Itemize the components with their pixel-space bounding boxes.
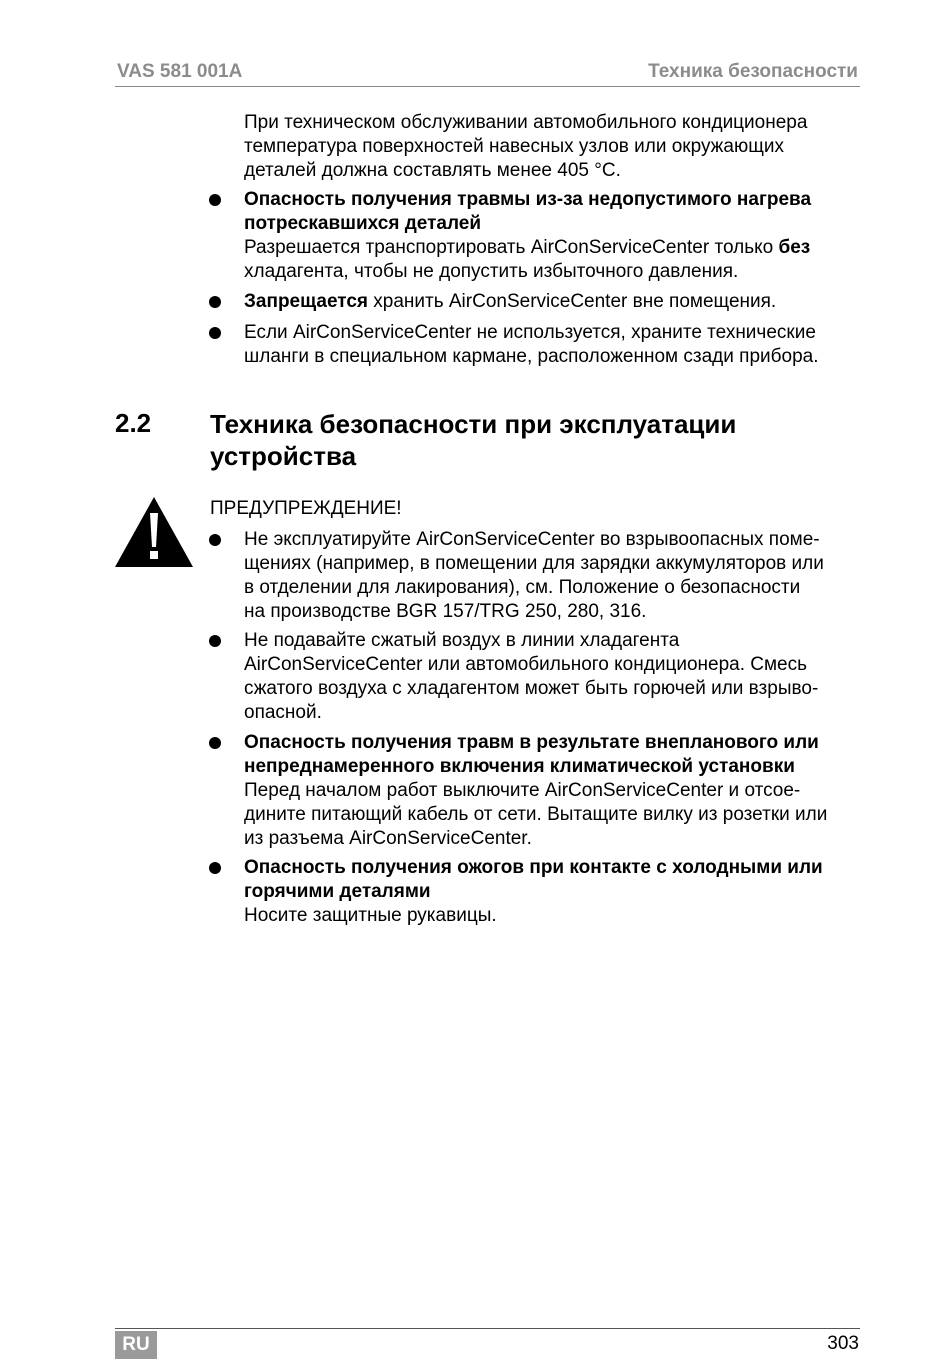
intro-line: деталей должна составлять менее 405 °C. [244, 160, 621, 181]
list-item [244, 731, 864, 851]
bullet-dot-icon [209, 737, 221, 749]
list-item [244, 856, 864, 928]
item-title: горячими деталями [244, 881, 431, 902]
list-item [244, 290, 864, 314]
section-title-line: Техника безопасности при эксплуатации [210, 409, 737, 439]
section-number: 2.2 [115, 408, 152, 438]
item-text: из разъема AirConServiceCenter. [244, 828, 532, 849]
page-header [115, 60, 860, 87]
item-title: Опасность получения травмы из-за недопустимого нагрева [244, 189, 812, 210]
bullet-dot-icon [209, 862, 221, 874]
item-title: непреднамеренного включения климатической установки [244, 756, 795, 777]
item-text: дините питающий кабель от сети. Вытащите вилку из розетки или [244, 804, 828, 825]
item-text: хладагента, чтобы не допустить избыточного давления. [244, 261, 739, 282]
page-number: 303 [827, 1333, 859, 1354]
item-text: опасной. [244, 702, 322, 723]
list-item [244, 321, 864, 369]
intro-paragraph [244, 111, 864, 183]
bullet-dot-icon [209, 296, 221, 308]
item-text: на производстве BGR 157/TRG 250, 280, 316. [244, 601, 647, 622]
item-text: Разрешается транспортировать AirConServiceCenter только [244, 237, 779, 258]
item-text: сжатого воздуха с хладагентом может быть горючей или взрыво- [244, 678, 819, 699]
section-title [210, 408, 860, 472]
item-text: Носите защитные рукавицы. [244, 905, 497, 926]
intro-line: температура поверхностей навесных узлов или окружающих [244, 136, 784, 157]
item-emphasis: без [778, 237, 811, 258]
item-text: AirConServiceCenter или автомобильного кондиционера. Смесь [244, 654, 808, 675]
bullet-dot-icon [209, 534, 221, 546]
list-item [244, 528, 864, 624]
item-text: в отделении для лакирования), см. Положение о безопасности [244, 577, 801, 598]
header-section: Техника безопасности [648, 61, 858, 82]
item-title: Опасность получения травм в результате внепланового или [244, 732, 819, 753]
bullet-dot-icon [209, 327, 221, 339]
item-text: Не подавайте сжатый воздух в линии хладагента [244, 630, 680, 651]
footer-divider [115, 1328, 860, 1329]
list-item [244, 629, 864, 725]
warning-label: ПРЕДУПРЕЖДЕНИЕ! [210, 498, 402, 519]
warning-triangle-icon [113, 495, 195, 569]
item-text: Перед началом работ выключите AirConServiceCenter и отсое- [244, 780, 801, 801]
item-emphasis: Запрещается [244, 291, 368, 312]
bullet-dot-icon [209, 635, 221, 647]
language-badge: RU [115, 1331, 157, 1359]
intro-line: При техническом обслуживании автомобильного кондиционера [244, 112, 808, 133]
header-doc-id: VAS 581 001A [117, 61, 243, 82]
list-item [244, 188, 864, 284]
item-title: Опасность получения ожогов при контакте с холодными или [244, 857, 823, 878]
item-title: потрескавшихся деталей [244, 213, 482, 234]
item-text: шланги в специальном кармане, расположенном сзади прибора. [244, 346, 819, 367]
item-text: щениях (например, в помещении для зарядки аккумуляторов или [244, 553, 824, 574]
item-text: Если AirConServiceCenter не используется, храните технические [244, 322, 816, 343]
bullet-dot-icon [209, 194, 221, 206]
section-title-line: устройства [210, 441, 357, 471]
item-text: хранить AirConServiceCenter вне помещения. [367, 291, 777, 312]
item-text: Не эксплуатируйте AirConServiceCenter во взрывоопасных поме- [244, 529, 820, 550]
